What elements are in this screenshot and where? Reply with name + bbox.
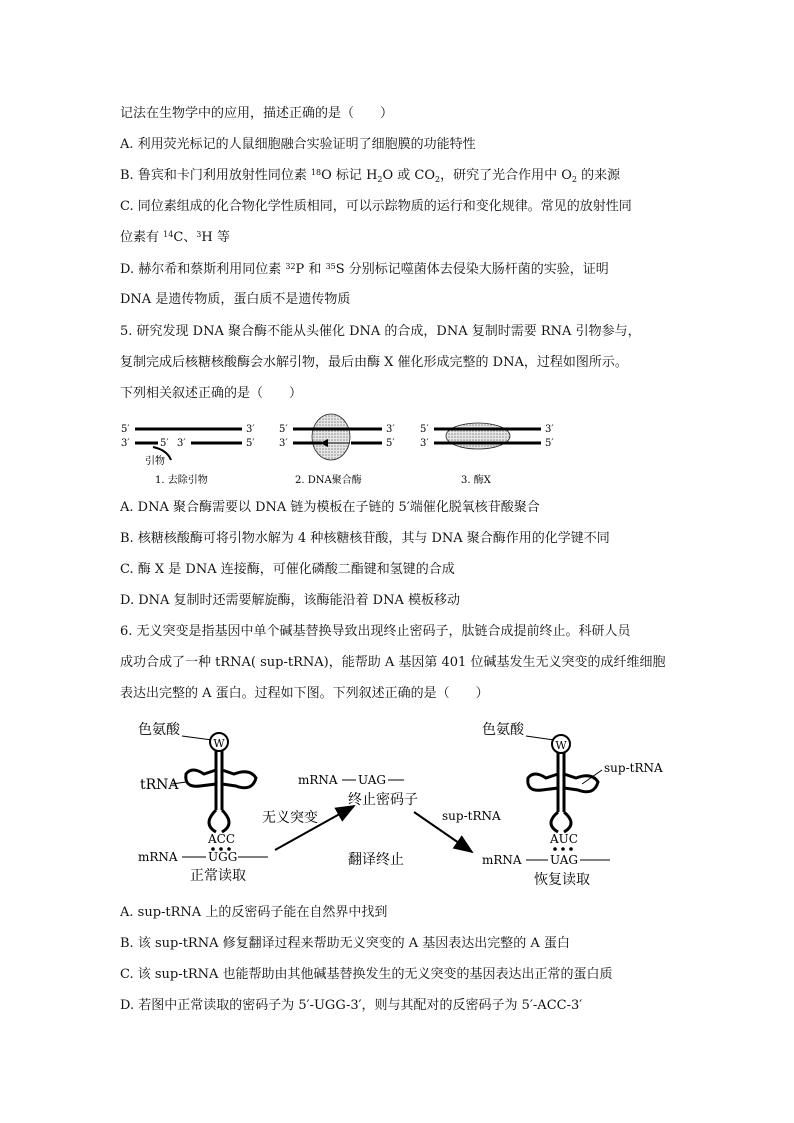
translation-termination-label: 翻译终止	[348, 852, 404, 868]
stop-codon-label: 终止密码子	[348, 792, 418, 808]
codon-ugg: UGG	[208, 850, 238, 864]
restored-reading-label: 恢复读取	[534, 872, 590, 888]
q4-option-c-line2: 位素有 $^{14}$C、$^3$H 等	[120, 230, 230, 245]
mrna-label: mRNA	[138, 850, 178, 864]
codon-uag: UAG	[550, 853, 578, 867]
q5-option-b: B. 核糖核酸酶可将引物水解为 4 种核糖核苷酸，其与 DNA 聚合酶作用的化学键不同	[120, 531, 610, 546]
label-5prime: 5′	[279, 424, 288, 435]
label-3prime: 3′	[545, 424, 554, 435]
panel2-caption: 2. DNA聚合酶	[295, 475, 362, 486]
panel-dna-polymerase	[279, 414, 395, 486]
sup-trna-label: sup-tRNA	[604, 761, 663, 775]
q6-option-a: A. sup-tRNA 上的反密码子能在自然界中找到	[120, 905, 388, 920]
w-label: W	[555, 739, 567, 752]
label-3prime: 3′	[386, 424, 395, 435]
label-5prime: 5′	[386, 438, 395, 449]
q4-option-a: A. 利用荧光标记的人鼠细胞融合实验证明了细胞膜的功能特性	[120, 137, 476, 152]
q6-option-b: B. 该 sup-tRNA 修复翻译过程来帮助无义突变的 A 基因表达出完整的 A 蛋白	[120, 936, 570, 951]
panel-enzyme-x	[420, 423, 554, 486]
normal-trna	[138, 722, 268, 884]
q5-stem-line2: 复制完成后核糖核酸酶会水解引物，最后由酶 X 催化形成完整的 DNA，过程如图所示。	[120, 355, 628, 370]
panel-remove-primer	[121, 424, 255, 486]
anticodon-acc: ACC	[208, 832, 236, 846]
label-5prime: 5′	[160, 438, 169, 449]
label-5prime: 5′	[545, 438, 554, 449]
sup-trna	[482, 722, 663, 888]
sup-trna-figure	[120, 712, 680, 892]
q4-option-d-line2: DNA 是遗传物质，蛋白质不是遗传物质	[120, 292, 351, 307]
q6-stem-line1: 6. 无义突变是指基因中单个碱基替换导致出现终止密码子，肽链合成提前终止。科研人员	[120, 624, 631, 639]
dna-polymerase-shape	[312, 414, 350, 460]
dna-replication-figure	[115, 412, 565, 490]
q5-option-a: A. DNA 聚合酶需要以 DNA 链为模板在子链的 5′端催化脱氧核苷酸聚合	[120, 500, 540, 515]
panel1-caption: 1. 去除引物	[155, 475, 208, 486]
q6-option-d: D. 若图中正常读取的密码子为 5′-UGG-3′，则与其配对的反密码子为 5′-ACC-3′	[120, 998, 583, 1013]
label-3prime: 3′	[420, 438, 429, 449]
stop-codon-uag: UAG	[358, 773, 386, 787]
q4-stem: 记法在生物学中的应用，描述正确的是（ ）	[120, 106, 394, 121]
q5-stem-line1: 5. 研究发现 DNA 聚合酶不能从头催化 DNA 的合成，DNA 复制时需要 RNA 引物参与，	[120, 324, 641, 339]
q4-option-b: B. 鲁宾和卡门利用放射性同位素 $^{18}$O 标记 $H_2O$ 或 $CO_2$，研究了光合作用中 $O_2$ 的来源	[120, 168, 621, 184]
q5-option-c: C. 酶 X 是 DNA 连接酶，可催化磷酸二酯键和氢键的合成	[120, 562, 455, 577]
mrna-label: mRNA	[482, 853, 522, 867]
normal-reading-label: 正常读取	[190, 868, 246, 884]
sup-trna-arrow-label: sup-tRNA	[442, 809, 501, 823]
anticodon-auc: AUC	[550, 832, 578, 846]
q6-stem-line2: 成功合成了一种 tRNA( sup-tRNA)，能帮助 A 基因第 401 位碱基发生无义突变的成纤维细胞	[120, 655, 666, 670]
label-3prime: 3′	[246, 424, 255, 435]
label-3prime: 3′	[177, 438, 186, 449]
label-5prime: 5′	[420, 424, 429, 435]
w-label: W	[213, 737, 225, 750]
trp-label: 色氨酸	[482, 722, 524, 738]
label-3prime: 3′	[121, 438, 130, 449]
q4-option-d-line1: D. 赫尔希和蔡斯利用同位素 $^{32}$P 和 $^{35}$S 分别标记噬菌体去侵染大肠杆菌的实验，证明	[120, 262, 609, 277]
middle-process	[262, 773, 501, 868]
panel3-caption: 3. 酶X	[461, 475, 491, 486]
q5-stem-line3: 下列相关叙述正确的是（ ）	[120, 386, 303, 401]
enzyme-x-shape	[446, 423, 510, 449]
label-5prime: 5′	[121, 424, 130, 435]
q6-option-c: C. 该 sup-tRNA 也能帮助由其他碱基替换发生的无义突变的基因表达出正常的蛋白质	[120, 967, 613, 982]
mrna-label: mRNA	[298, 773, 338, 787]
primer-label: 引物	[145, 456, 165, 467]
label-3prime: 3′	[279, 438, 288, 449]
trp-label: 色氨酸	[138, 722, 180, 738]
q5-option-d: D. DNA 复制时还需要解旋酶，该酶能沿着 DNA 模板移动	[120, 593, 460, 608]
trna-label: tRNA	[140, 777, 179, 793]
nonsense-mutation-label: 无义突变	[262, 810, 318, 826]
label-5prime: 5′	[246, 438, 255, 449]
q4-option-c-line1: C. 同位素组成的化合物化学性质相同，可以示踪物质的运行和变化规律。常见的放射性同	[120, 199, 632, 214]
q6-stem-line3: 表达出完整的 A 蛋白。过程如下图。下列叙述正确的是（ ）	[120, 686, 489, 701]
